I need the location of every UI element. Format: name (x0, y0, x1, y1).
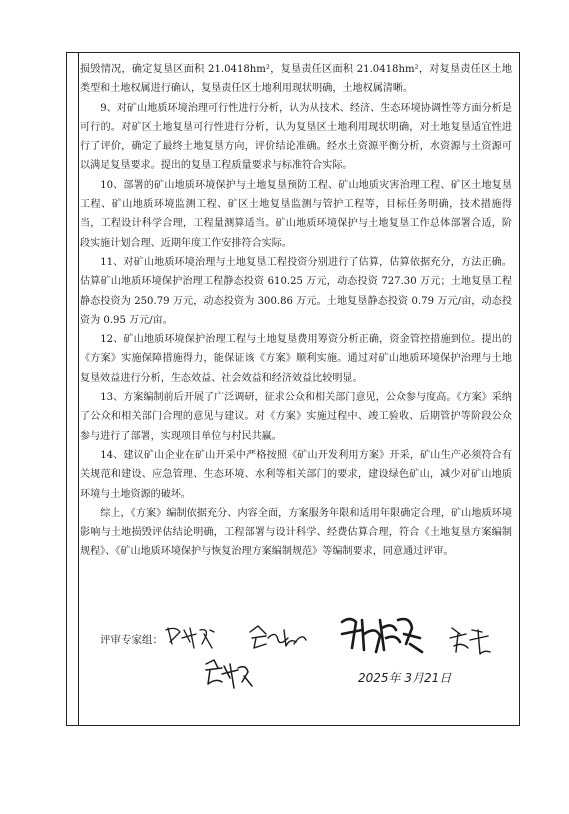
signature-3 (342, 619, 422, 652)
expert-panel-label: 评审专家组： (100, 634, 163, 646)
signature-4 (450, 628, 490, 654)
paragraph-conclusion: 综上，《方案》编制依据充分、内容全面，方案服务年限和适用年限确定合理，矿山地质环境影响与土地损毁评估结论明确，工程部署与设计科学、经费估算合理，符合《土地复垦方案编制规程》、《矿山地质环境保护与恢复治理方案编制规范》等编制要求，同意通过评审。 (80, 507, 512, 558)
paragraph-item-12: 12、矿山地质环境保护治理工程与土地复垦费用筹资分析正确，资金管控措施到位。提出的《方案》实施保障措施得力，能保证该《方案》顺利实施。通过对矿山地质环境保护治理与土地复垦效益进行分析，生态效益、社会效益和经济效益比较明显。 (80, 334, 512, 384)
handwritten-signatures (80, 608, 512, 708)
signature-1 (166, 628, 214, 648)
review-opinion-text (80, 60, 512, 562)
signature-5 (206, 660, 252, 688)
paragraph-item-11: 11、对矿山地质环境治理与土地复垦工程投资分别进行了估算，估算依据充分，方法正确。估算矿山地质环境保护治理工程静态投资 610.25 万元，动态投资 727.30 万元；土地复垦工程静态投资为 250.79 万元，动态投资为 300.86 万元。土地复垦静态投资 0.79 万元/亩，动态投资为 0.95 万元/亩。 (80, 256, 512, 326)
signature-area (80, 608, 512, 708)
signature-2 (250, 626, 306, 648)
paragraph-item-10: 10、部署的矿山地质环境保护与土地复垦预防工程、矿山地质灾害治理工程、矿区土地复垦工程、矿山地质环境监测工程、矿区土地复垦监测与管护工程等，目标任务明确，技术措施得当，工程设计科学合理，工程量测算适当。矿山地质环境保护与土地复垦工作总体部署合适，阶段实施计划合理、近期年度工作安排符合实际。 (80, 179, 512, 249)
paragraph-item-9: 9、对矿山地质环境治理可行性进行分析，认为从技术、经济、生态环境协调性等方面分析是可行的。对矿区土地复垦可行性进行分析，认为复垦区土地利用现状明确，对土地复垦适宜性进行了评价，确定了最终土地复垦方向，评价结论准确。经水土资源平衡分析，水资源与土资源可以满足复垦要求。提出的复垦工程质量要求与标准符合实际。 (80, 102, 512, 172)
paragraph-item-13: 13、方案编制前后开展了广泛调研，征求公众和相关部门意见，公众参与度高。《方案》采纳了公众和相关部门合理的意见与建议。对《方案》实施过程中、竣工验收、后期管护等阶段公众参与进行了部署，实现项目单位与村民共赢。 (80, 392, 512, 442)
table-left-column-border (78, 52, 79, 726)
paragraph-land-damage: 损毁情况，确定复垦区面积 21.0418hm²，复垦责任区面积 21.0418hm²，对复垦责任区土地类型和土地权属进行确认，复垦责任区土地利用现状明确，土地权属清晰。 (80, 64, 512, 95)
paragraph-item-14: 14、建议矿山企业在矿山开采中严格按照《矿山开发利用方案》开采，矿山生产必须符合有关规范和建设、应急管理、生态环境、水利等相关部门的要求，建设绿色矿山，减少对矿山地质环境与土地资源的破坏。 (80, 449, 512, 500)
signature-date: 2025年 3月21日 (358, 671, 452, 685)
